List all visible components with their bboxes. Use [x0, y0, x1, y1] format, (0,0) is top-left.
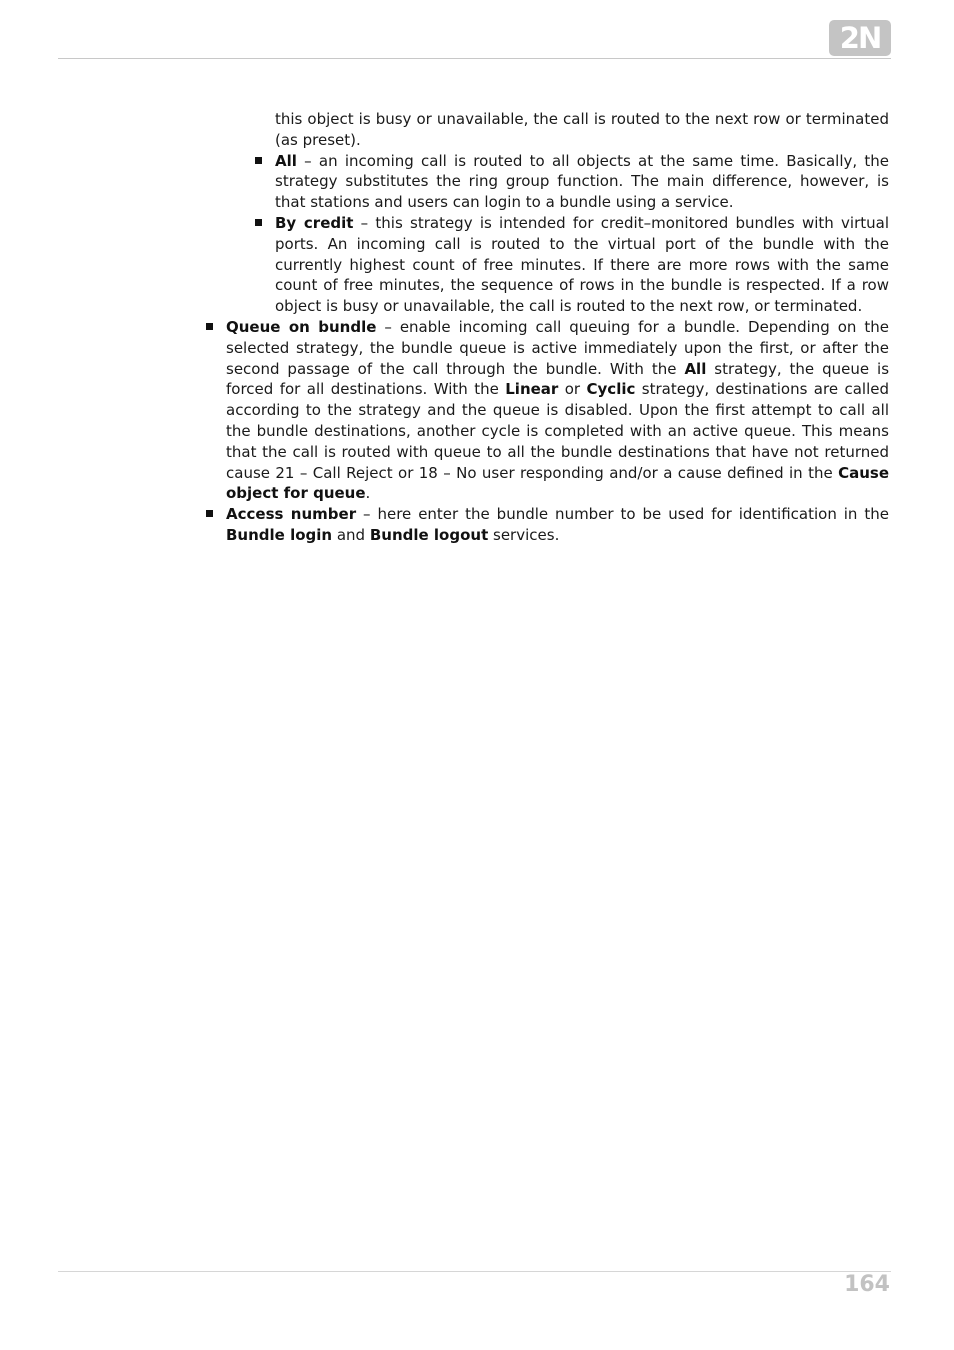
continuation-paragraph: this object is busy or unavailable, the call is routed to the next row or terminated (as preset).: [275, 110, 889, 149]
term-access-number: Access number: [226, 505, 357, 524]
list-item-queue-on-bundle: [226, 317, 889, 504]
bullet-square-icon: [255, 157, 262, 164]
access-bold-bundle-logout: Bundle logout: [369, 525, 489, 544]
access-text-1: – here enter the bundle number to be used for identification in the: [356, 505, 889, 524]
queue-text-1: – enable incoming call queuing for a bundle. Depending on the selected strategy, the bundle queue is active immediately upon the first, or after the second passage of the call through the bundle. With the: [226, 317, 889, 378]
queue-bold-cause-object: Cause object for queue: [226, 463, 889, 503]
definition-all: – an incoming call is routed to all objects at the same time. Basically, the strategy substitutes the ring group function. The main difference, however, is that stations and users can login to a bundle using a service.: [275, 151, 889, 212]
list-item-by-credit: [275, 213, 889, 317]
term-all: All: [275, 151, 297, 170]
queue-bold-cyclic: Cyclic: [586, 380, 636, 399]
queue-text-3: or: [558, 380, 587, 399]
access-text-3: services.: [488, 525, 560, 544]
footer-divider: [58, 1271, 891, 1272]
document-body: [0, 109, 954, 546]
list-item-access-number: [226, 504, 889, 546]
bullet-square-icon: [206, 510, 213, 517]
queue-text-2: strategy, the queue is forced for all destinations. With the: [226, 359, 890, 399]
queue-bold-linear: Linear: [505, 380, 559, 399]
queue-bold-all: All: [684, 359, 707, 378]
queue-text-4: strategy, destinations are called according to the strategy and the queue is disabled. Upon the first attempt to call all the bundle destinations, another cycle is completed with an active queue. This means that the call is routed with queue to all the bundle destinations that have not returned cause 21 – Call Reject or 18 – No user responding and/or a cause defined in the: [226, 380, 890, 482]
bullet-square-icon: [206, 323, 213, 330]
term-queue-on-bundle: Queue on bundle: [226, 317, 377, 336]
access-bold-bundle-login: Bundle login: [226, 525, 333, 544]
list-item-all: [275, 151, 889, 213]
access-text-2: and: [332, 525, 370, 544]
page-number: 164: [844, 1272, 890, 1297]
header-divider: [58, 58, 891, 59]
term-by-credit: By credit: [275, 213, 354, 232]
queue-text-5: .: [365, 484, 371, 503]
brand-logo: 2N: [829, 20, 891, 56]
definition-by-credit: – this strategy is intended for credit–monitored bundles with virtual ports. An incoming call is routed to the virtual port of the bundle with the currently highest count of free minutes. If there are more rows with the same count of free minutes, the sequence of rows in the bundle is respected. If a row object is busy or unavailable, the call is routed to the next row, or terminated.: [275, 213, 889, 316]
bullet-square-icon: [255, 219, 262, 226]
